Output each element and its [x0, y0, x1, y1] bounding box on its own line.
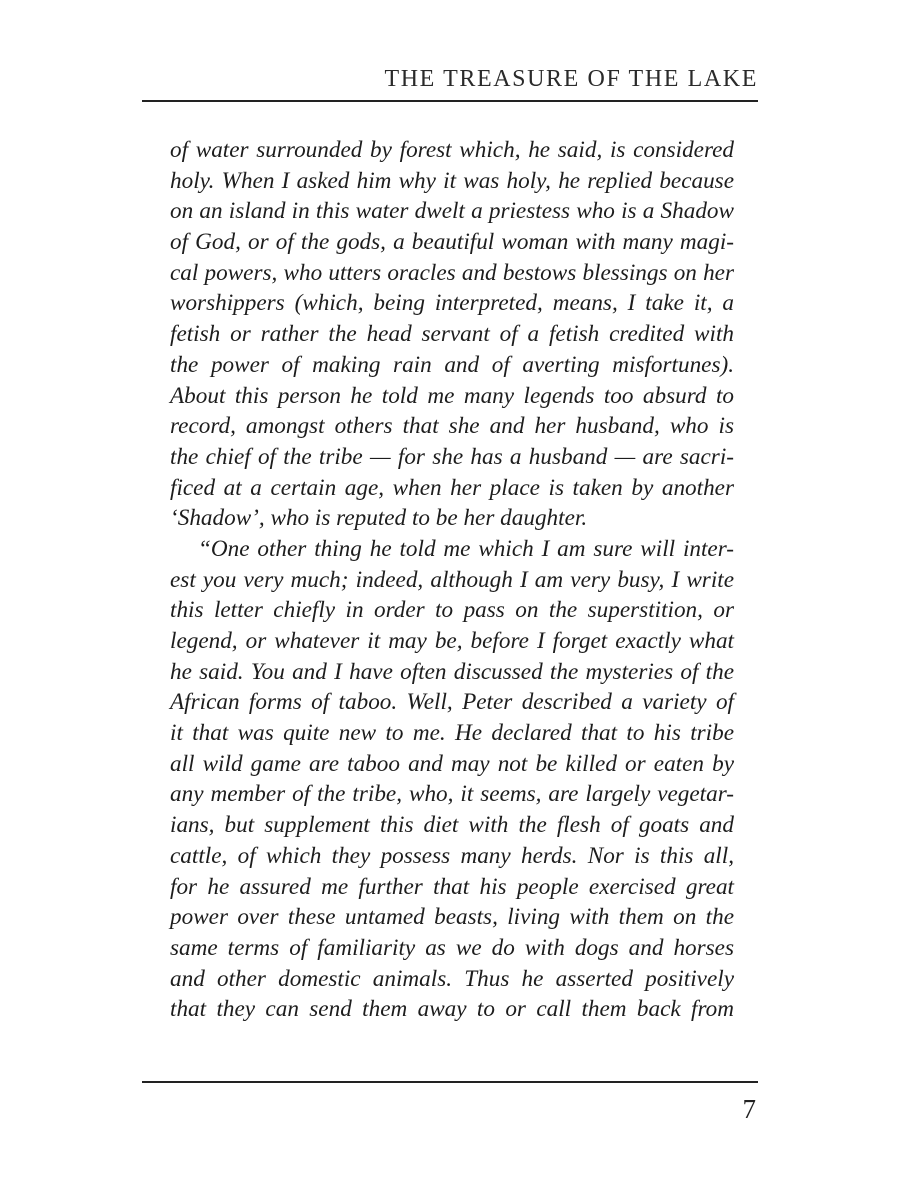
text-line: all wild game are taboo and may not be killed or eaten by — [170, 750, 734, 777]
text-line: fetish or rather the head servant of a fetish credited with — [170, 321, 734, 348]
body-text — [170, 135, 734, 1025]
text-line: the chief of the tribe — for she has a husband — are sacri- — [170, 443, 734, 470]
text-line: for he assured me further that his people exercised great — [170, 873, 734, 900]
text-line: African forms of taboo. Well, Peter described a variety of — [170, 689, 734, 716]
text-line: worshippers (which, being interpreted, means, I take it, a — [170, 290, 734, 317]
text-line: holy. When I asked him why it was holy, he replied because — [170, 167, 734, 194]
text-line: ians, but supplement this diet with the flesh of goats and — [170, 812, 734, 839]
text-line: est you very much; indeed, although I am very busy, I write — [170, 566, 734, 593]
running-title: THE TREASURE OF THE LAKE — [384, 66, 758, 92]
text-line: and other domestic animals. Thus he asserted positively — [170, 965, 734, 992]
text-line: legend, or whatever it may be, before I forget exactly what — [170, 628, 734, 654]
text-line: it that was quite new to me. He declared that to his tribe — [170, 720, 734, 747]
text-line: power over these untamed beasts, living with them on the — [170, 904, 734, 931]
text-line: of God, or of the gods, a beautiful woman with many magi- — [170, 229, 734, 256]
page-number: 7 — [742, 1094, 756, 1124]
footer-rule — [142, 1081, 758, 1083]
text-line: the power of making rain and of averting misfortunes). — [170, 351, 734, 378]
text-line: ‘Shadow’, who is reputed to be her daughter. — [170, 505, 588, 532]
text-line: on an island in this water dwelt a priestess who is a Shadow — [170, 198, 734, 225]
text-line: same terms of familiarity as we do with dogs and horses — [170, 934, 734, 961]
text-line: cal powers, who utters oracles and bestows blessings on her — [170, 259, 734, 286]
text-line: of water surrounded by forest which, he said, is considered — [170, 137, 734, 163]
text-line: any member of the tribe, who, it seems, are largely vegetar- — [170, 781, 734, 808]
text-line: ficed at a certain age, when her place is taken by another — [170, 474, 734, 501]
text-line: “One other thing he told me which I am sure will inter- — [198, 535, 734, 562]
text-line: About this person he told me many legends too absurd to — [170, 382, 734, 409]
text-line: he said. You and I have often discussed the mysteries of the — [170, 658, 734, 685]
text-line: that they can send them away to or call them back from — [170, 996, 734, 1023]
text-line: cattle, of which they possess many herds. Nor is this all, — [170, 842, 734, 869]
text-line: record, amongst others that she and her husband, who is — [170, 413, 734, 440]
header-rule — [142, 100, 758, 102]
text-line: this letter chiefly in order to pass on the superstition, or — [170, 597, 734, 624]
